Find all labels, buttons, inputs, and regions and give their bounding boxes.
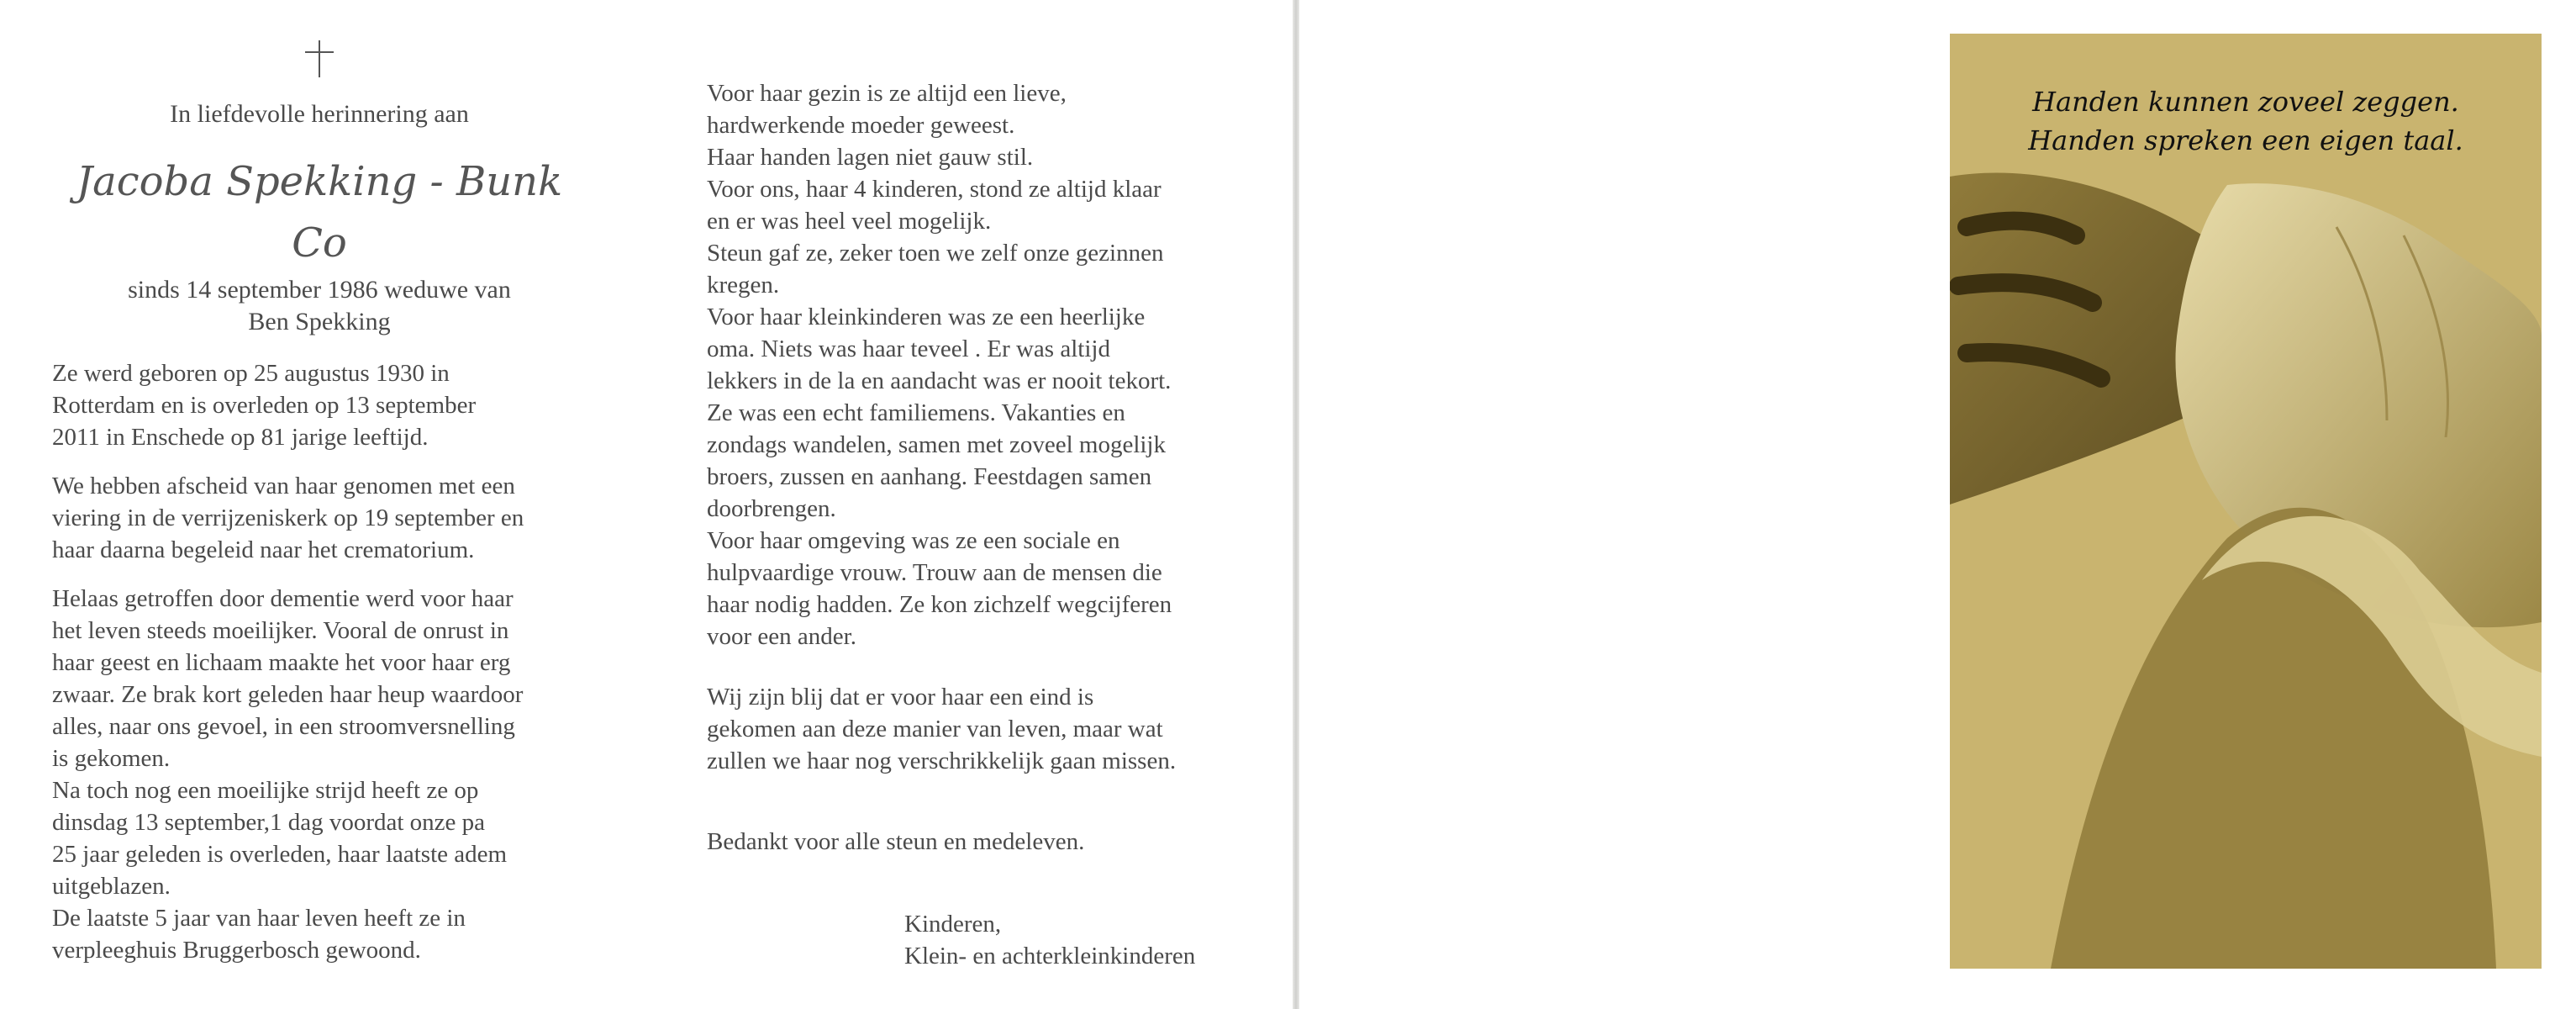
text-line: Voor ons, haar 4 kinderen, stond ze altijd klaar xyxy=(707,176,1162,203)
intro-text: In liefdevolle herinnering aan xyxy=(170,100,469,128)
text-line: Helaas getroffen door dementie werd voor haar xyxy=(52,585,514,612)
text-line: haar geest en lichaam maakte het voor haar erg xyxy=(52,649,511,676)
widow-line: Ben Spekking xyxy=(248,308,391,335)
text-line: Rotterdam en is overleden op 13 september xyxy=(52,392,477,419)
text-line: Voor haar gezin is ze altijd een lieve, xyxy=(707,80,1067,107)
text-line: 2011 in Enschede op 81 jarige leeftijd. xyxy=(52,424,429,451)
biography-text xyxy=(52,357,524,966)
quote-line: Handen kunnen zoveel zeggen. xyxy=(2032,86,2459,118)
text-line: Steun gaf ze, zeker toen we zelf onze gezinnen xyxy=(707,240,1164,267)
text-line: Bedankt voor alle steun en medeleven. xyxy=(707,828,1085,855)
signature xyxy=(904,908,1195,972)
text-line: zullen we haar nog verschrikkelijk gaan missen. xyxy=(707,748,1177,774)
widow-line: sinds 14 september 1986 weduwe van xyxy=(128,276,511,304)
text-line: oma. Niets was haar teveel . Er was altijd xyxy=(707,335,1110,362)
signature-line: Kinderen, xyxy=(904,911,1002,938)
text-line: broers, zussen en aanhang. Feestdagen samen xyxy=(707,463,1152,490)
cross-icon xyxy=(298,38,340,80)
text-line: is gekomen. xyxy=(52,745,171,772)
text-line: lekkers in de la en aandacht was er nooit tekort. xyxy=(707,367,1172,394)
text-line: uitgeblazen. xyxy=(52,873,171,900)
text-line: haar daarna begeleid naar het crematorium. xyxy=(52,536,475,563)
text-line: De laatste 5 jaar van haar leven heeft ze in xyxy=(52,905,466,932)
text-line: dinsdag 13 september,1 dag voordat onze pa xyxy=(52,809,486,836)
text-line: het leven steeds moeilijker. Vooral de onrust in xyxy=(52,617,509,644)
hands-photo xyxy=(1950,34,2542,969)
text-line: hardwerkende moeder geweest. xyxy=(707,112,1015,139)
text-line: viering in de verrijzeniskerk op 19 september en xyxy=(52,504,524,531)
text-line: voor een ander. xyxy=(707,623,856,650)
text-line: Voor haar omgeving was ze een sociale en xyxy=(707,527,1120,554)
deceased-name: Jacoba Spekking - Bunk xyxy=(76,158,563,205)
text-line: zondags wandelen, samen met zoveel mogelijk xyxy=(707,431,1166,458)
signature-line: Klein- en achterkleinkinderen xyxy=(904,943,1196,969)
card-fold xyxy=(1293,0,1299,1009)
text-line: kregen. xyxy=(707,272,780,298)
deceased-nickname: Co xyxy=(292,219,347,267)
text-line: Na toch nog een moeilijke strijd heeft ze op xyxy=(52,777,479,804)
text-line: verpleeghuis Bruggerbosch gewoond. xyxy=(52,937,421,964)
quote-line: Handen spreken een eigen taal. xyxy=(2028,124,2463,156)
text-line: We hebben afscheid van haar genomen met een xyxy=(52,473,515,499)
text-line: Wij zijn blij dat er voor haar een eind is xyxy=(707,684,1094,711)
text-line: hulpvaardige vrouw. Trouw aan de mensen die xyxy=(707,559,1162,586)
text-line: gekomen aan deze manier van leven, maar wat xyxy=(707,716,1163,742)
text-line: zwaar. Ze brak kort geleden haar heup waardoor xyxy=(52,681,524,708)
text-line: Haar handen lagen niet gauw stil. xyxy=(707,144,1034,171)
text-line: doorbrengen. xyxy=(707,495,836,522)
text-line: Voor haar kleinkinderen was ze een heerlijke xyxy=(707,304,1146,330)
text-line: 25 jaar geleden is overleden, haar laatste adem xyxy=(52,841,508,868)
text-line: Ze was een echt familiemens. Vakanties en xyxy=(707,399,1125,426)
text-line: en er was heel veel mogelijk. xyxy=(707,208,992,235)
quote-text xyxy=(1950,82,2542,160)
text-line: haar nodig hadden. Ze kon zichzelf wegcijferen xyxy=(707,591,1172,618)
tribute-text xyxy=(707,77,1176,858)
widow-text xyxy=(84,274,555,338)
hands-illustration xyxy=(1950,34,2542,969)
text-line: Ze werd geboren op 25 augustus 1930 in xyxy=(52,360,450,387)
text-line: alles, naar ons gevoel, in een stroomversnelling xyxy=(52,713,515,740)
